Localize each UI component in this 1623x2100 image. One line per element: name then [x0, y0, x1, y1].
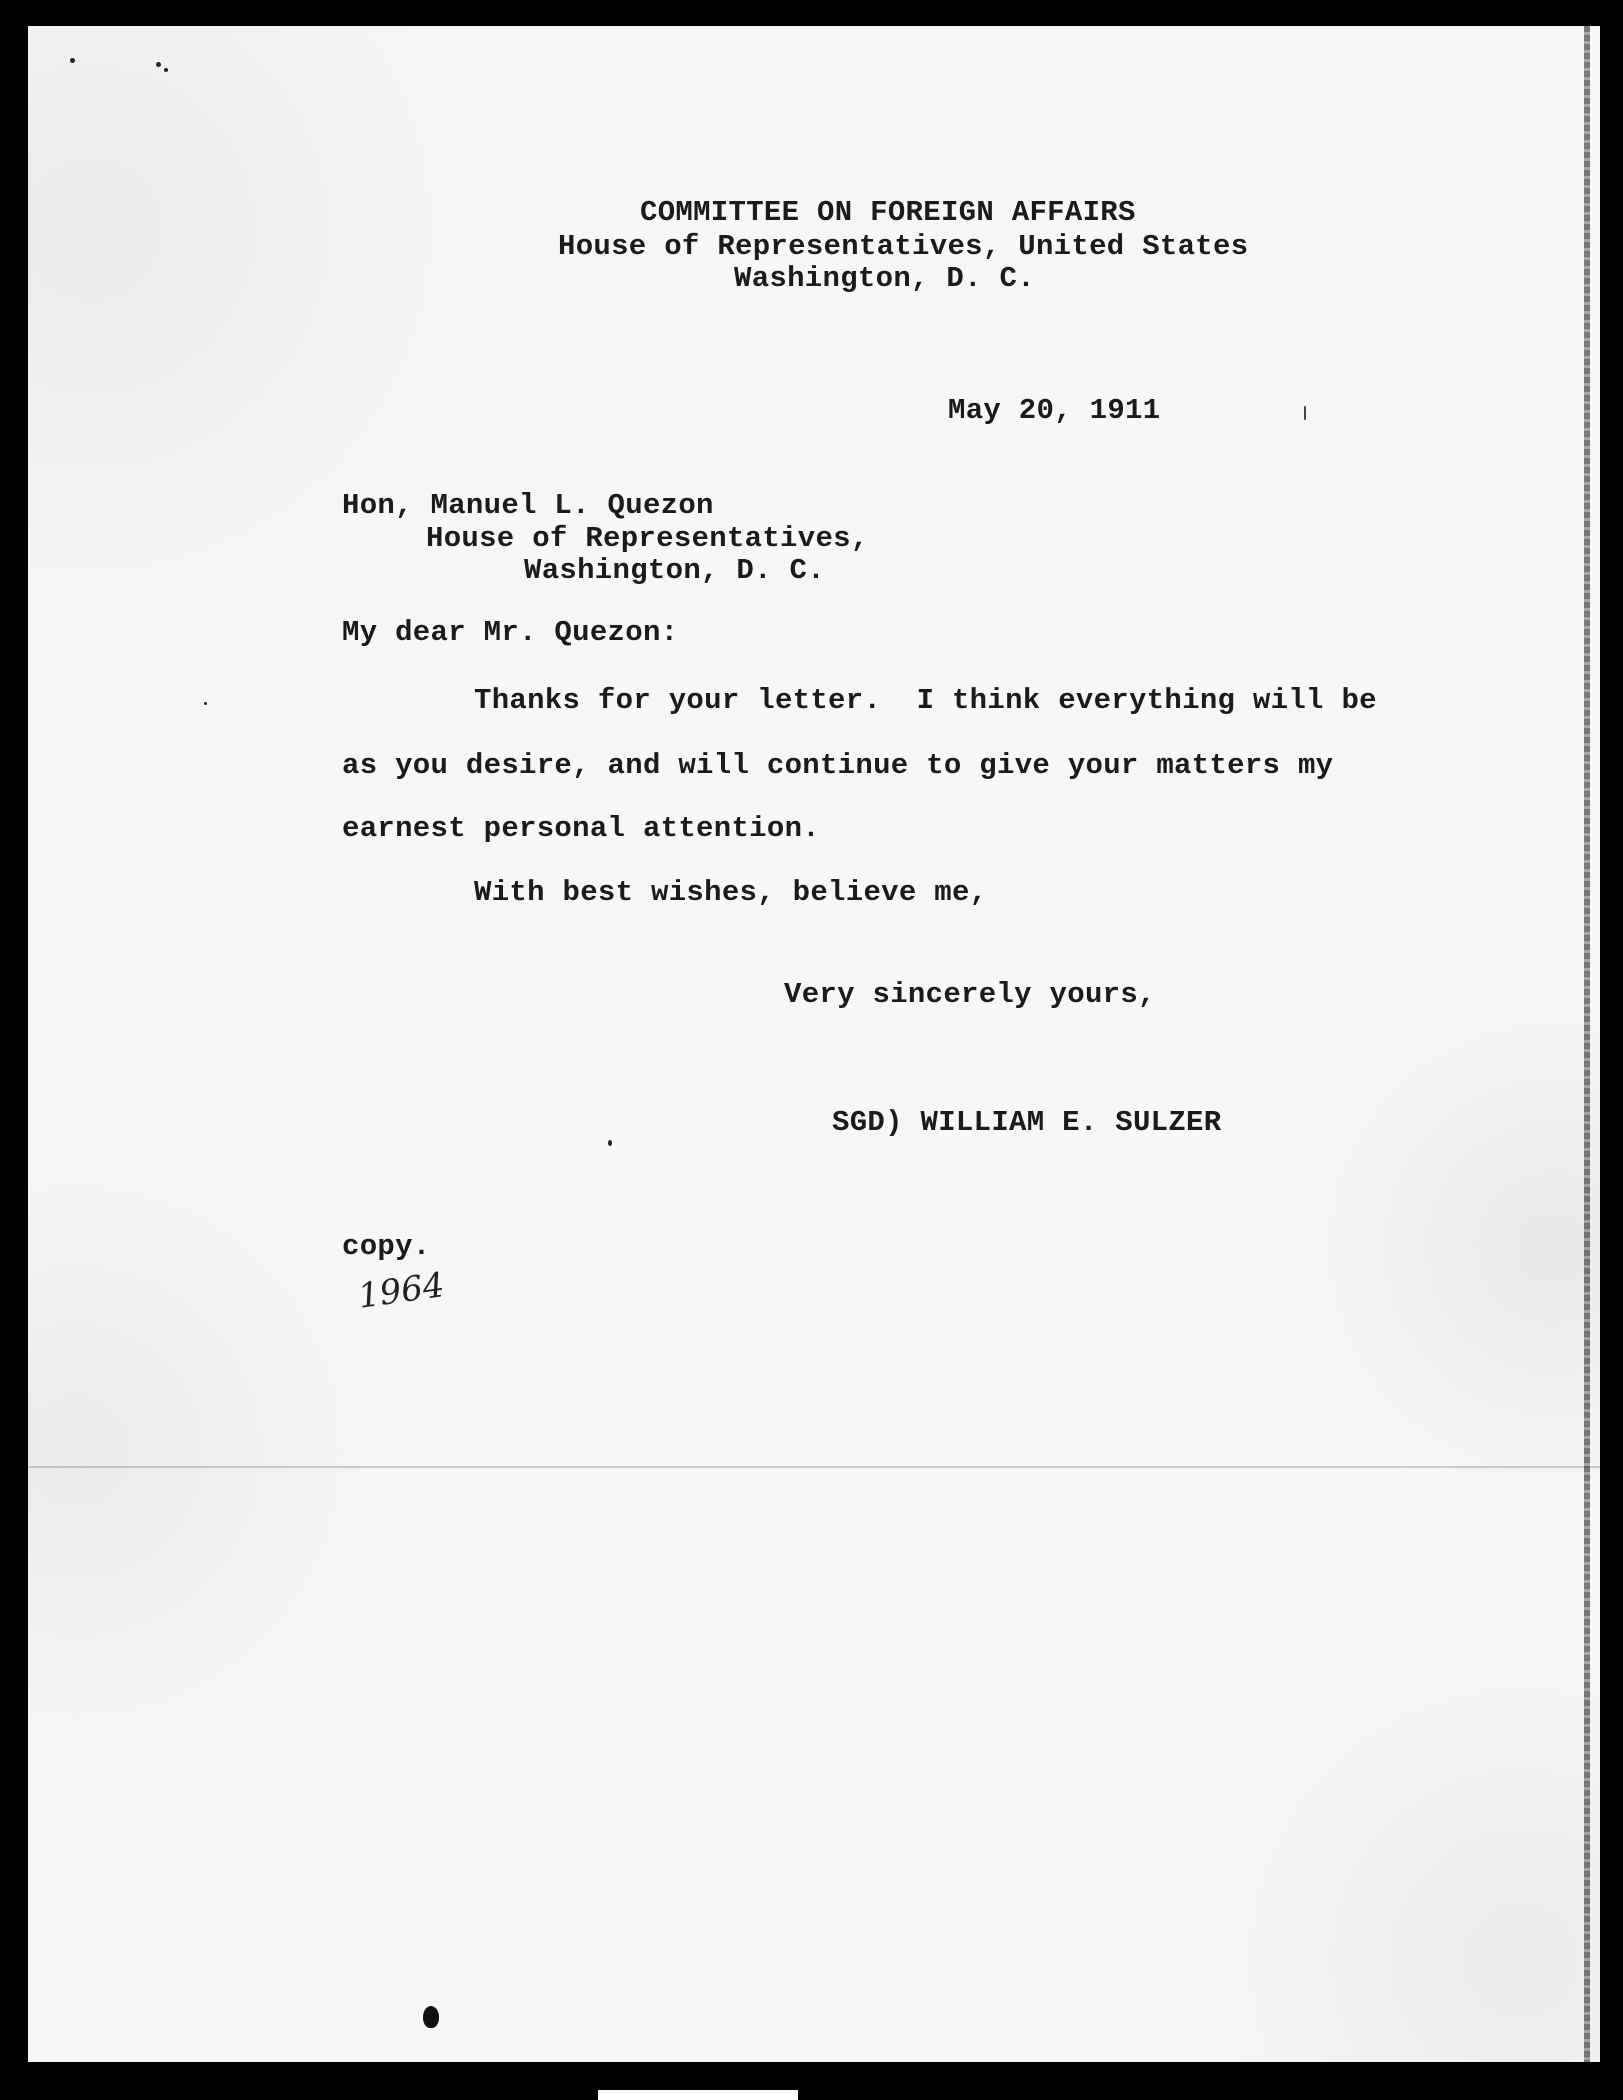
bottom-tape [598, 2090, 798, 2100]
letterhead-committee: COMMITTEE ON FOREIGN AFFAIRS [640, 196, 1136, 229]
recipient-house: House of Representatives, [426, 522, 869, 555]
fold-line [28, 1466, 1600, 1468]
body-line-4: With best wishes, believe me, [474, 876, 988, 909]
ink-speck [164, 68, 168, 72]
salutation: My dear Mr. Quezon: [342, 616, 679, 649]
recipient-city: Washington, D. C. [524, 554, 825, 587]
letter-page [28, 26, 1600, 2062]
letter-date: May 20, 1911 [948, 394, 1161, 427]
closing: Very sincerely yours, [784, 978, 1156, 1011]
scan-edge [1584, 26, 1590, 2062]
letterhead-house: House of Representatives, United States [558, 230, 1249, 263]
ink-speck [70, 58, 75, 63]
body-line-1: Thanks for your letter. I think everything will be [474, 684, 1377, 717]
ink-speck [156, 62, 161, 67]
handwritten-note: 1964 [355, 1265, 447, 1317]
copy-note: copy. [342, 1230, 431, 1263]
body-line-2: as you desire, and will continue to give your matters my [342, 749, 1334, 782]
ink-blot [423, 2006, 439, 2028]
signature-line: SGD) WILLIAM E. SULZER [832, 1106, 1222, 1139]
ink-mark [1304, 406, 1306, 420]
letterhead-city: Washington, D. C. [734, 262, 1035, 295]
recipient-name: Hon, Manuel L. Quezon [342, 489, 714, 522]
body-line-3: earnest personal attention. [342, 812, 820, 845]
ink-speck [608, 1140, 612, 1146]
ink-speck [204, 702, 207, 705]
